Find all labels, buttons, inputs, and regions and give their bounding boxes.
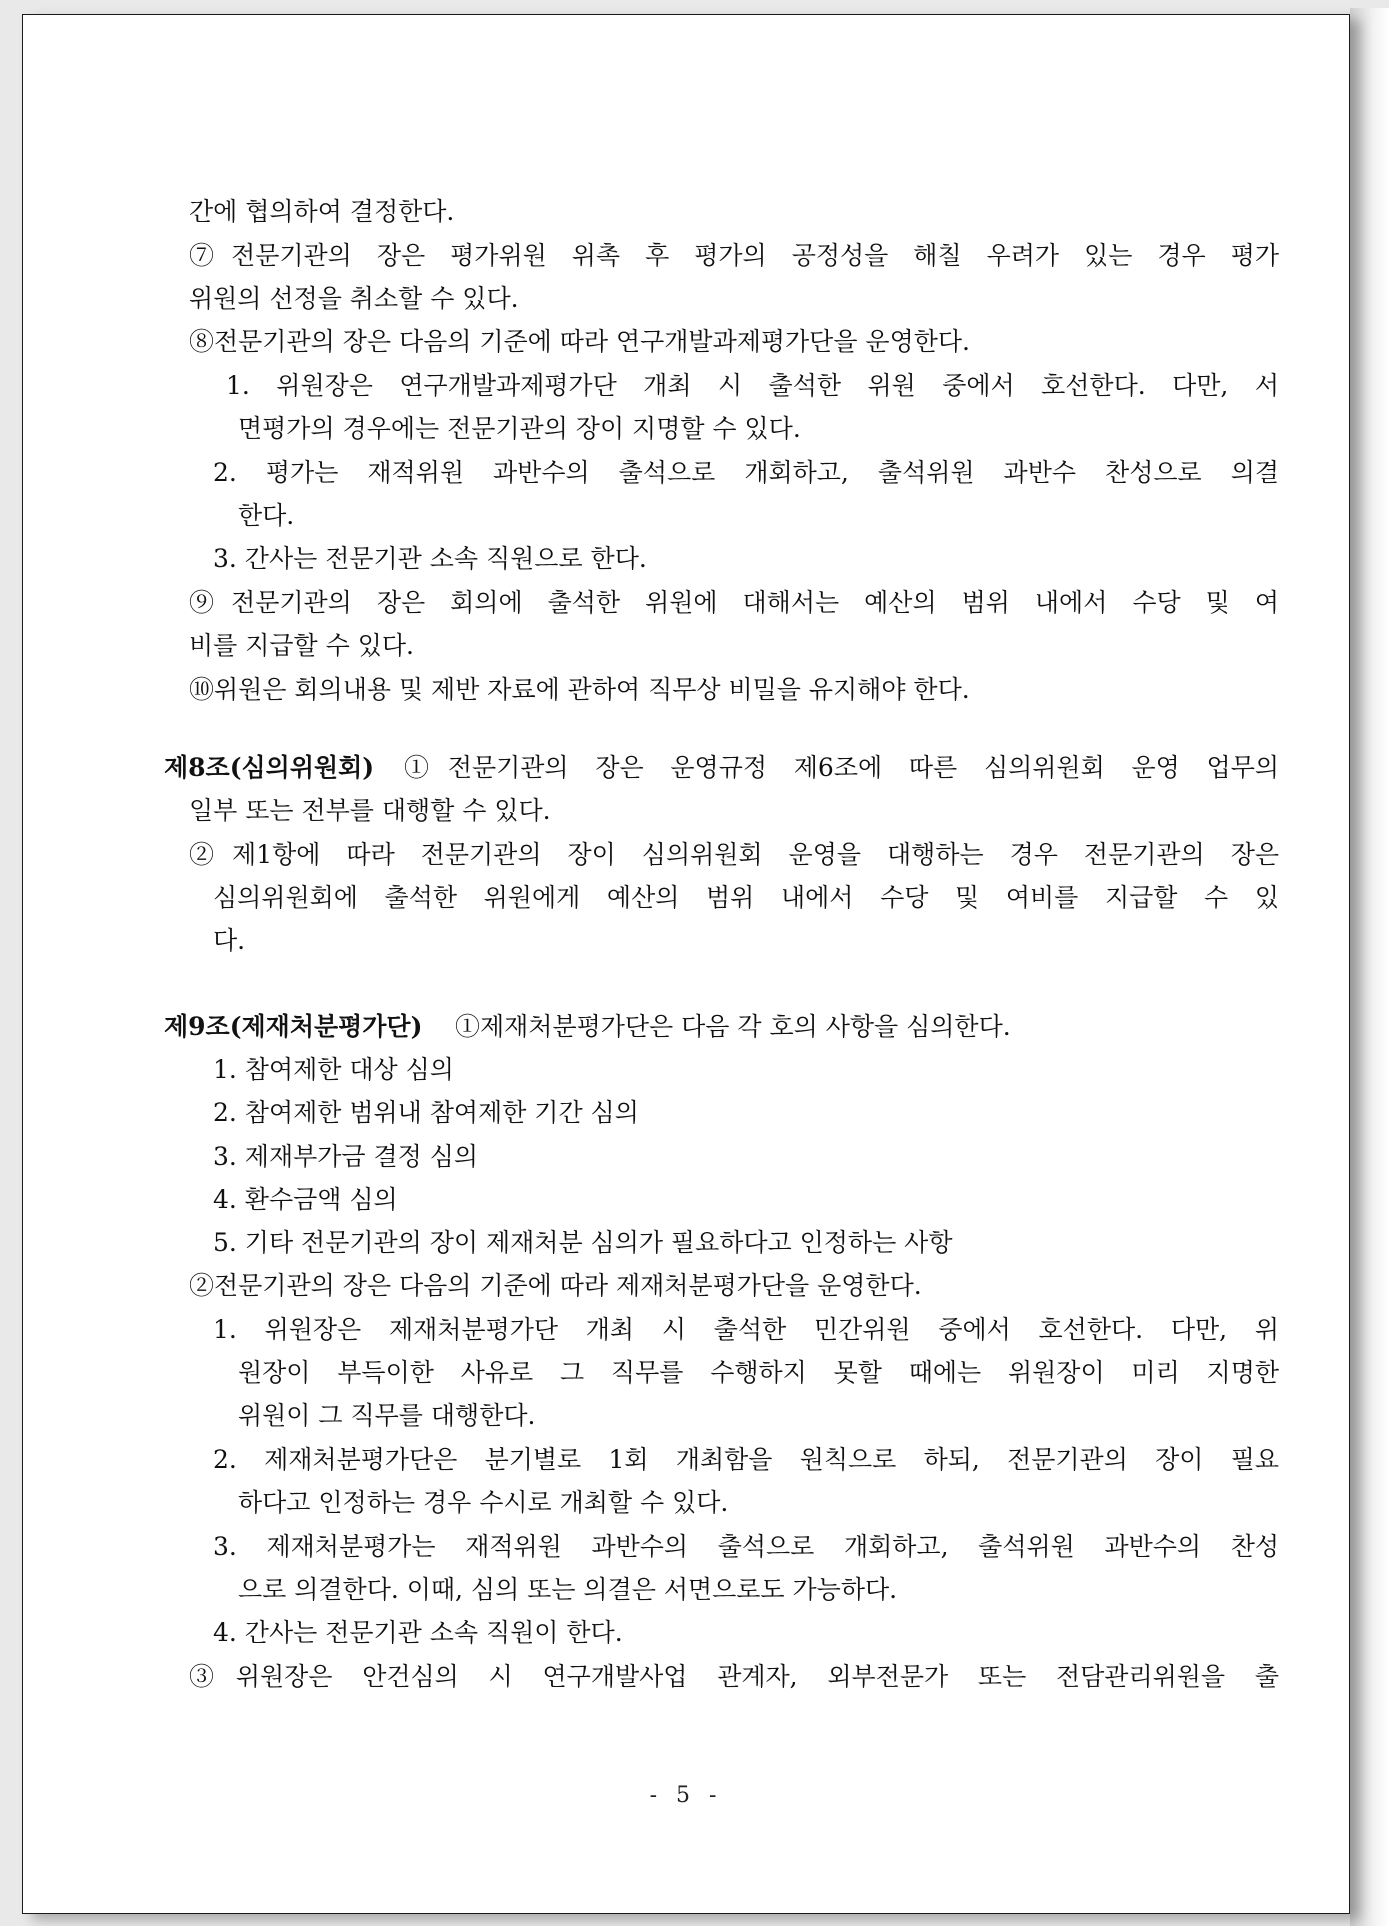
text-line: 위원이 그 직무를 대행한다. — [238, 1401, 536, 1430]
text-line: 1. 위원장은 연구개발과제평가단 개최 시 출석한 위원 중에서 호선한다. 다만, 서 — [226, 371, 1279, 400]
text-line: 일부 또는 전부를 대행할 수 있다. — [189, 796, 551, 825]
text-line: ②전문기관의 장은 다음의 기준에 따라 제재처분평가단을 운영한다. — [189, 1271, 922, 1300]
page-number: - 5 - — [649, 1783, 723, 1808]
text-line: ③위원장은 안건심의 시 연구개발사업 관계자, 외부전문가 또는 전담관리위원을 출 — [189, 1662, 1279, 1691]
text-line: 다. — [213, 926, 246, 955]
text-line: 면평가의 경우에는 전문기관의 장이 지명할 수 있다. — [238, 414, 801, 443]
text-line: ②제1항에 따라 전문기관의 장이 심의위원회 운영을 대행하는 경우 전문기관의 장은 — [189, 840, 1279, 869]
article-9-heading: 제9조(제재처분평가단) — [164, 1012, 423, 1041]
text-line: 3. 제재부가금 결정 심의 — [213, 1142, 479, 1171]
text-line: ⑧전문기관의 장은 다음의 기준에 따라 연구개발과제평가단을 운영한다. — [189, 327, 970, 356]
text-line: 한다. — [238, 501, 295, 530]
text-line: 3. 간사는 전문기관 소속 직원으로 한다. — [213, 544, 647, 573]
text-line: ①전문기관의 장은 운영규정 제6조에 따른 심의위원회 운영 업무의 — [404, 753, 1279, 782]
text-line: 간에 협의하여 결정한다. — [189, 197, 455, 226]
text-line: 2. 제재처분평가단은 분기별로 1회 개최함을 원칙으로 하되, 전문기관의 장이 필요 — [213, 1445, 1279, 1474]
document-page — [22, 14, 1350, 1914]
text-line: 심의위원회에 출석한 위원에게 예산의 범위 내에서 수당 및 여비를 지급할 수 있 — [213, 883, 1279, 912]
text-line: 3. 제재처분평가는 재적위원 과반수의 출석으로 개회하고, 출석위원 과반수의 찬성 — [213, 1532, 1279, 1561]
text-line: 비를 지급할 수 있다. — [189, 631, 414, 660]
text-line: 1. 참여제한 대상 심의 — [213, 1055, 454, 1084]
text-line: ⑨전문기관의 장은 회의에 출석한 위원에 대해서는 예산의 범위 내에서 수당 및 여 — [189, 588, 1279, 617]
page-edge-shadow — [1350, 8, 1389, 1926]
text-line: 1. 위원장은 제재처분평가단 개최 시 출석한 민간위원 중에서 호선한다. 다만, 위 — [213, 1315, 1279, 1344]
text-line: ①제재처분평가단은 다음 각 호의 사항을 심의한다. — [455, 1012, 1011, 1041]
text-line: 4. 환수금액 심의 — [213, 1185, 398, 1214]
text-line: 5. 기타 전문기관의 장이 제재처분 심의가 필요하다고 인정하는 사항 — [213, 1228, 953, 1257]
text-line: 위원의 선정을 취소할 수 있다. — [189, 284, 519, 313]
text-line: 원장이 부득이한 사유로 그 직무를 수행하지 못할 때에는 위원장이 미리 지명한 — [238, 1358, 1279, 1387]
text-line: 2. 참여제한 범위내 참여제한 기간 심의 — [213, 1098, 639, 1127]
text-line: ⑩위원은 회의내용 및 제반 자료에 관하여 직무상 비밀을 유지해야 한다. — [189, 675, 970, 704]
article-8-heading: 제8조(심의위원회) — [164, 753, 375, 782]
text-line: 4. 간사는 전문기관 소속 직원이 한다. — [213, 1618, 623, 1647]
text-line: ⑦전문기관의 장은 평가위원 위촉 후 평가의 공정성을 해칠 우려가 있는 경우 평가 — [189, 241, 1279, 270]
text-line: 으로 의결한다. 이때, 심의 또는 의결은 서면으로도 가능하다. — [238, 1575, 898, 1604]
text-line: 2. 평가는 재적위원 과반수의 출석으로 개회하고, 출석위원 과반수 찬성으로 의결 — [213, 458, 1279, 487]
text-line: 하다고 인정하는 경우 수시로 개최할 수 있다. — [238, 1488, 729, 1517]
